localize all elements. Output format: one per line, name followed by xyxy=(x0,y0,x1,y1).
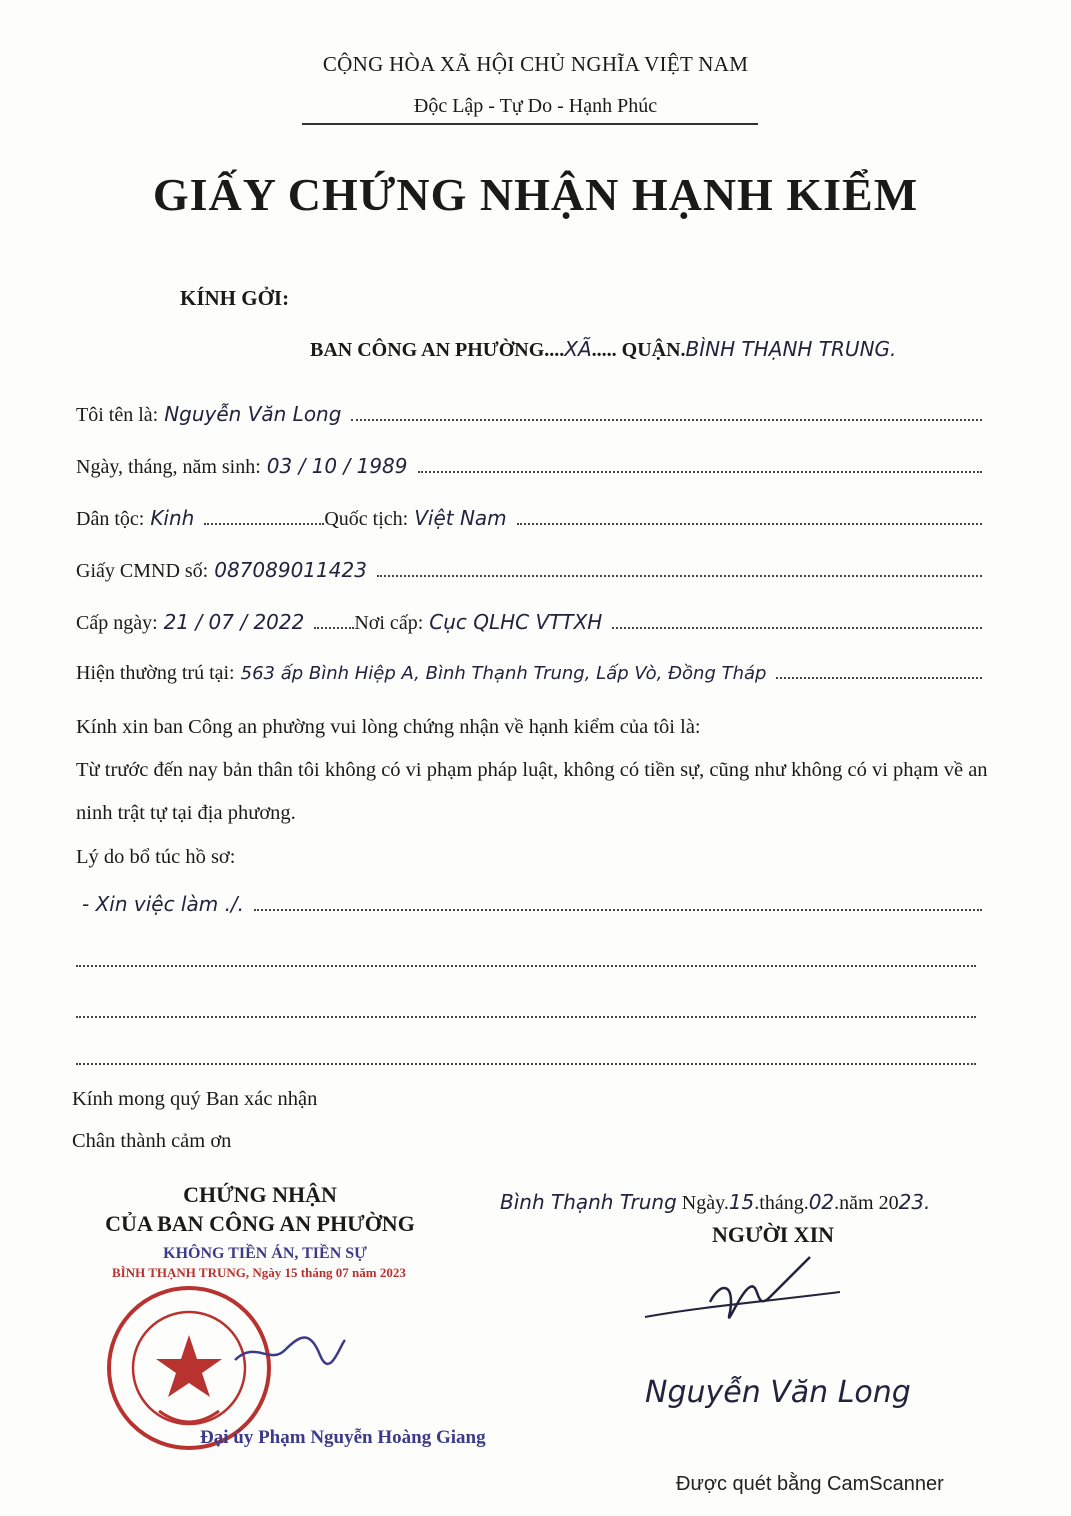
nation-heading: CỘNG HÒA XÃ HỘI CHỦ NGHĨA VIỆT NAM xyxy=(322,52,749,76)
officer-name: Đại úy Phạm Nguyễn Hoàng Giang xyxy=(200,1427,486,1448)
cert-title-2: CỦA BAN CÔNG AN PHƯỜNG xyxy=(105,1211,415,1236)
addressee-prefix: BAN CÔNG AN PHƯỜNG xyxy=(310,339,545,361)
day-value: 15 xyxy=(728,1190,755,1214)
date-line: Bình Thạnh Trung Ngày.15.tháng.02.năm 2023. xyxy=(500,1190,931,1214)
request-text: Kính xin ban Công an phường vui lòng chứng nhận về hạnh kiểm của tôi là: xyxy=(76,716,701,738)
dotted-line xyxy=(76,1015,976,1018)
month-label: tháng xyxy=(759,1192,804,1214)
applicant-title: NGƯỜI XIN xyxy=(712,1222,835,1247)
closing-line-2: Chân thành cảm ơn xyxy=(72,1130,232,1152)
reason-label: Lý do bổ túc hồ sơ: xyxy=(76,846,236,868)
addressee-label: KÍNH GỞI: xyxy=(180,286,290,310)
addressee-line: BAN CÔNG AN PHƯỜNG....XÃ..... QUẬN.BÌNH THẠNH TRUNG. xyxy=(310,337,897,361)
ethnic-label: Dân tộc: xyxy=(76,508,145,530)
reason-value: - Xin việc làm ./. xyxy=(82,892,245,916)
reason-line xyxy=(76,892,982,916)
dotted-line xyxy=(76,964,976,967)
dob-value: 03 / 10 / 1989 xyxy=(266,454,408,478)
residence-label: Hiện thường trú tại: xyxy=(76,662,235,684)
date-prefix: Ngày xyxy=(681,1192,724,1214)
motto-underline xyxy=(302,123,758,125)
dob-label: Ngày, tháng, năm sinh: xyxy=(76,456,261,478)
field-issue xyxy=(76,610,982,635)
issue-place-label: Nơi cấp: xyxy=(354,612,424,634)
year-value: 23. xyxy=(898,1190,931,1214)
cert-title-1: CHỨNG NHẬN xyxy=(183,1182,337,1207)
month-value: 02 xyxy=(808,1190,835,1214)
dotted-line xyxy=(76,1062,976,1065)
residence-value: 563 ấp Bình Hiệp A, Bình Thạnh Trung, Lấp Vò, Đồng Tháp xyxy=(240,663,767,684)
field-name xyxy=(76,402,982,427)
name-label: Tôi tên là: xyxy=(76,404,159,426)
statement-text: Từ trước đến nay bản thân tôi không có vi phạm pháp luật, không có tiền sự, cũng như không có vi phạm về an ninh trật tự tại địa phương. xyxy=(76,759,988,824)
id-label: Giấy CMND số: xyxy=(76,560,209,582)
field-ethnic-nationality xyxy=(76,506,982,531)
officer-signature-icon xyxy=(230,1320,350,1380)
issue-place-value: Cục QLHC VTTXH xyxy=(429,610,603,634)
stamp-date: BÌNH THẠNH TRUNG, Ngày 15 tháng 07 năm 2023 xyxy=(112,1265,406,1280)
name-value: Nguyễn Văn Long xyxy=(164,402,342,426)
district-label: QUẬN xyxy=(621,339,681,361)
year-label: năm 20 xyxy=(839,1192,899,1214)
field-residence xyxy=(76,662,982,685)
closing-line-1: Kính mong quý Ban xác nhận xyxy=(72,1088,318,1110)
issue-date-value: 21 / 07 / 2022 xyxy=(163,610,305,634)
field-dob xyxy=(76,454,982,479)
scanner-watermark: Được quét bằng CamScanner xyxy=(676,1473,944,1495)
field-id xyxy=(76,558,982,583)
place-value: Bình Thạnh Trung xyxy=(500,1190,677,1214)
nationality-label: Quốc tịch: xyxy=(324,508,409,530)
applicant-signature-icon xyxy=(640,1252,870,1352)
nationality-value: Việt Nam xyxy=(414,506,507,530)
ward-value: XÃ xyxy=(564,337,592,361)
district-value: BÌNH THẠNH TRUNG. xyxy=(685,337,897,361)
ethnic-value: Kinh xyxy=(150,506,195,530)
issue-date-label: Cấp ngày: xyxy=(76,612,158,634)
document-title: GIẤY CHỨNG NHẬN HẠNH KIỂM xyxy=(152,169,919,220)
motto: Độc Lập - Tự Do - Hạnh Phúc xyxy=(413,95,658,117)
applicant-signed-name: Nguyễn Văn Long xyxy=(645,1375,911,1410)
id-value: 087089011423 xyxy=(214,558,367,582)
stamp-text: KHÔNG TIỀN ÁN, TIỀN SỰ xyxy=(163,1245,367,1262)
